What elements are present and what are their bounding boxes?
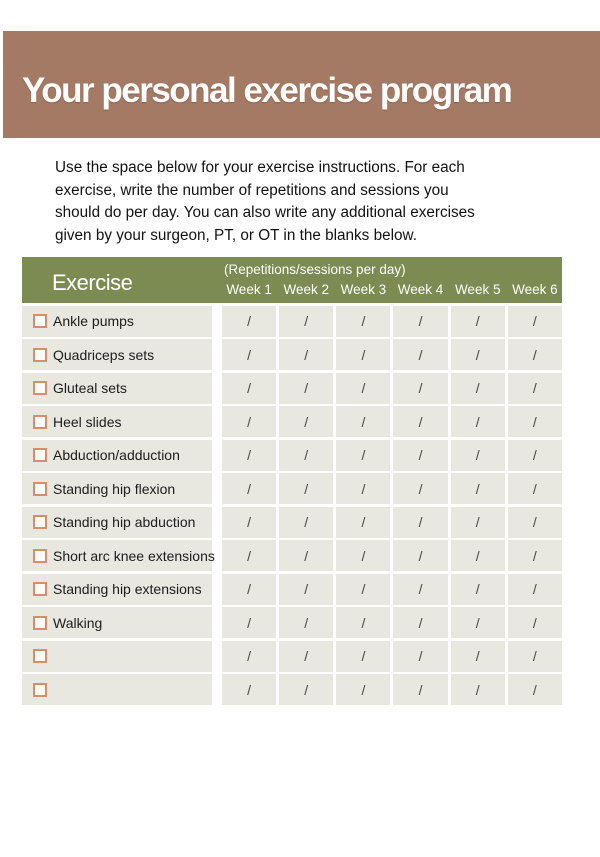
week-entry-cell[interactable]: / xyxy=(222,674,276,705)
week-entry-cell[interactable]: / xyxy=(222,473,276,504)
intro-paragraph xyxy=(55,157,535,247)
week-column-header: Week 1 xyxy=(226,282,272,297)
week-entry-cell[interactable]: / xyxy=(336,440,390,471)
exercise-label-cell xyxy=(22,641,212,672)
table-row xyxy=(22,306,562,337)
exercise-checkbox[interactable] xyxy=(33,381,47,395)
week-entry-cell[interactable]: / xyxy=(393,507,447,538)
table-row xyxy=(22,440,562,471)
exercise-checkbox[interactable] xyxy=(33,415,47,429)
week-entry-cell[interactable]: / xyxy=(336,373,390,404)
week-entry-cell[interactable]: / xyxy=(508,306,562,337)
week-entry-cell[interactable]: / xyxy=(279,373,333,404)
week-entry-cell[interactable]: / xyxy=(336,607,390,638)
week-entry-cell[interactable]: / xyxy=(508,339,562,370)
exercise-checkbox[interactable] xyxy=(33,314,47,328)
week-entry-cell[interactable]: / xyxy=(336,540,390,571)
week-entry-cell[interactable]: / xyxy=(508,574,562,605)
exercise-label-cell xyxy=(22,674,212,705)
week-entry-cell[interactable]: / xyxy=(336,339,390,370)
week-entry-cell[interactable]: / xyxy=(393,306,447,337)
table-row xyxy=(22,641,562,672)
table-row xyxy=(22,373,562,404)
exercise-name: Short arc knee extensions xyxy=(53,547,215,564)
week-entry-cell[interactable]: / xyxy=(393,540,447,571)
week-headers-row xyxy=(222,282,562,297)
exercise-label-cell xyxy=(22,607,212,638)
week-entry-cell[interactable]: / xyxy=(451,507,505,538)
exercise-checkbox[interactable] xyxy=(33,683,47,697)
week-entry-cell[interactable]: / xyxy=(451,674,505,705)
week-entry-cell[interactable]: / xyxy=(451,574,505,605)
table-body xyxy=(22,306,562,706)
exercise-checkbox[interactable] xyxy=(33,582,47,596)
week-entry-cell[interactable]: / xyxy=(508,507,562,538)
exercise-name: Standing hip extensions xyxy=(53,581,202,597)
week-entry-cell[interactable]: / xyxy=(393,641,447,672)
week-entry-cell[interactable]: / xyxy=(222,339,276,370)
exercise-checkbox[interactable] xyxy=(33,616,47,630)
week-entry-cell[interactable]: / xyxy=(508,406,562,437)
exercise-label-cell xyxy=(22,406,212,437)
week-entry-cell[interactable]: / xyxy=(508,607,562,638)
week-entry-cell[interactable]: / xyxy=(393,674,447,705)
week-entry-cell[interactable]: / xyxy=(279,607,333,638)
intro-line: Use the space below for your exercise instructions. For each xyxy=(55,159,465,176)
exercise-name: Walking xyxy=(53,614,103,631)
intro-line: exercise, write the number of repetitions and sessions you xyxy=(55,181,449,199)
week-entry-cell[interactable]: / xyxy=(393,440,447,471)
week-entry-cell[interactable]: / xyxy=(222,440,276,471)
exercise-label-cell xyxy=(22,540,215,571)
week-entry-cell[interactable]: / xyxy=(508,440,562,471)
week-entry-cell[interactable]: / xyxy=(393,607,447,638)
exercise-label-cell xyxy=(22,574,212,605)
exercise-checkbox[interactable] xyxy=(33,649,47,663)
exercise-label-cell xyxy=(22,373,212,404)
week-entry-cell[interactable]: / xyxy=(451,540,505,571)
week-column-header: Week 2 xyxy=(283,282,329,297)
week-entry-cell[interactable]: / xyxy=(451,406,505,437)
exercise-label-cell xyxy=(22,440,212,471)
title-banner xyxy=(3,31,600,138)
table-row xyxy=(22,540,562,571)
table-row xyxy=(22,574,562,605)
exercise-name: Ankle pumps xyxy=(53,313,134,329)
exercise-name: Standing hip abduction xyxy=(53,514,196,530)
week-entry-cell[interactable]: / xyxy=(336,574,390,605)
week-entry-cell[interactable]: / xyxy=(393,406,447,437)
week-entry-cell[interactable]: / xyxy=(393,473,447,504)
table-row xyxy=(22,507,562,538)
week-entry-cell[interactable]: / xyxy=(279,306,333,337)
week-entry-cell[interactable]: / xyxy=(336,674,390,705)
table-row xyxy=(22,473,562,504)
week-entry-cell[interactable]: / xyxy=(451,306,505,337)
week-entry-cell[interactable]: / xyxy=(279,440,333,471)
exercise-checkbox[interactable] xyxy=(33,515,47,529)
table-row xyxy=(22,339,562,370)
exercise-table xyxy=(22,257,562,705)
exercise-name: Heel slides xyxy=(53,413,122,430)
week-entry-cell[interactable]: / xyxy=(222,373,276,404)
week-entry-cell[interactable]: / xyxy=(508,473,562,504)
week-entry-cell[interactable]: / xyxy=(222,574,276,605)
week-entry-cell[interactable]: / xyxy=(451,339,505,370)
week-entry-cell[interactable]: / xyxy=(451,641,505,672)
week-entry-cell[interactable]: / xyxy=(451,440,505,471)
repetitions-header: (Repetitions/sessions per day) xyxy=(224,262,406,277)
intro-line: should do per day. You can also write any additional exercises xyxy=(55,204,475,222)
week-column-header: Week 3 xyxy=(340,282,387,297)
week-entry-cell[interactable]: / xyxy=(279,473,333,504)
table-row xyxy=(22,674,562,705)
week-entry-cell[interactable]: / xyxy=(336,641,390,672)
week-entry-cell[interactable]: / xyxy=(451,473,505,504)
week-entry-cell[interactable]: / xyxy=(336,507,390,538)
exercise-name: Standing hip flexion xyxy=(53,480,176,497)
exercise-label-cell xyxy=(22,507,212,538)
week-column-header: Week 4 xyxy=(397,282,444,297)
week-entry-cell[interactable]: / xyxy=(222,406,276,437)
week-entry-cell[interactable]: / xyxy=(508,674,562,705)
week-entry-cell[interactable]: / xyxy=(279,540,333,571)
week-entry-cell[interactable]: / xyxy=(393,574,447,605)
exercise-checkbox[interactable] xyxy=(33,549,47,563)
intro-line: given by your surgeon, PT, or OT in the blanks below. xyxy=(55,226,417,244)
exercise-label-cell xyxy=(22,473,212,504)
week-entry-cell[interactable]: / xyxy=(279,641,333,672)
week-entry-cell[interactable]: / xyxy=(393,339,447,370)
week-entry-cell[interactable]: / xyxy=(336,473,390,504)
table-header xyxy=(22,257,562,303)
week-entry-cell[interactable]: / xyxy=(222,641,276,672)
exercise-label-cell xyxy=(22,339,212,370)
week-entry-cell[interactable]: / xyxy=(451,607,505,638)
week-entry-cell[interactable]: / xyxy=(279,406,333,437)
week-entry-cell[interactable]: / xyxy=(222,507,276,538)
exercise-name: Quadriceps sets xyxy=(53,346,155,363)
week-entry-cell[interactable]: / xyxy=(336,306,390,337)
week-entry-cell[interactable]: / xyxy=(222,540,276,571)
week-entry-cell[interactable]: / xyxy=(222,607,276,638)
week-entry-cell[interactable]: / xyxy=(451,373,505,404)
exercise-checkbox[interactable] xyxy=(33,482,47,496)
exercise-label-cell xyxy=(22,306,212,337)
week-entry-cell[interactable]: / xyxy=(279,507,333,538)
table-row xyxy=(22,607,562,638)
exercise-checkbox[interactable] xyxy=(33,448,47,462)
week-entry-cell[interactable]: / xyxy=(279,674,333,705)
exercise-checkbox[interactable] xyxy=(33,348,47,362)
week-entry-cell[interactable]: / xyxy=(508,540,562,571)
week-entry-cell[interactable]: / xyxy=(508,373,562,404)
page-title: Your personal exercise program xyxy=(22,71,512,110)
week-entry-cell[interactable]: / xyxy=(336,406,390,437)
exercise-name: Abduction/adduction xyxy=(53,447,180,463)
week-entry-cell[interactable]: / xyxy=(222,306,276,337)
table-row xyxy=(22,406,562,437)
week-entry-cell[interactable]: / xyxy=(279,574,333,605)
week-column-header: Week 5 xyxy=(454,282,501,297)
week-entry-cell[interactable]: / xyxy=(279,339,333,370)
week-column-header: Week 6 xyxy=(512,282,558,297)
exercise-name: Gluteal sets xyxy=(53,380,127,396)
week-entry-cell[interactable]: / xyxy=(508,641,562,672)
week-entry-cell[interactable]: / xyxy=(393,373,447,404)
exercise-column-header: Exercise xyxy=(52,270,133,295)
